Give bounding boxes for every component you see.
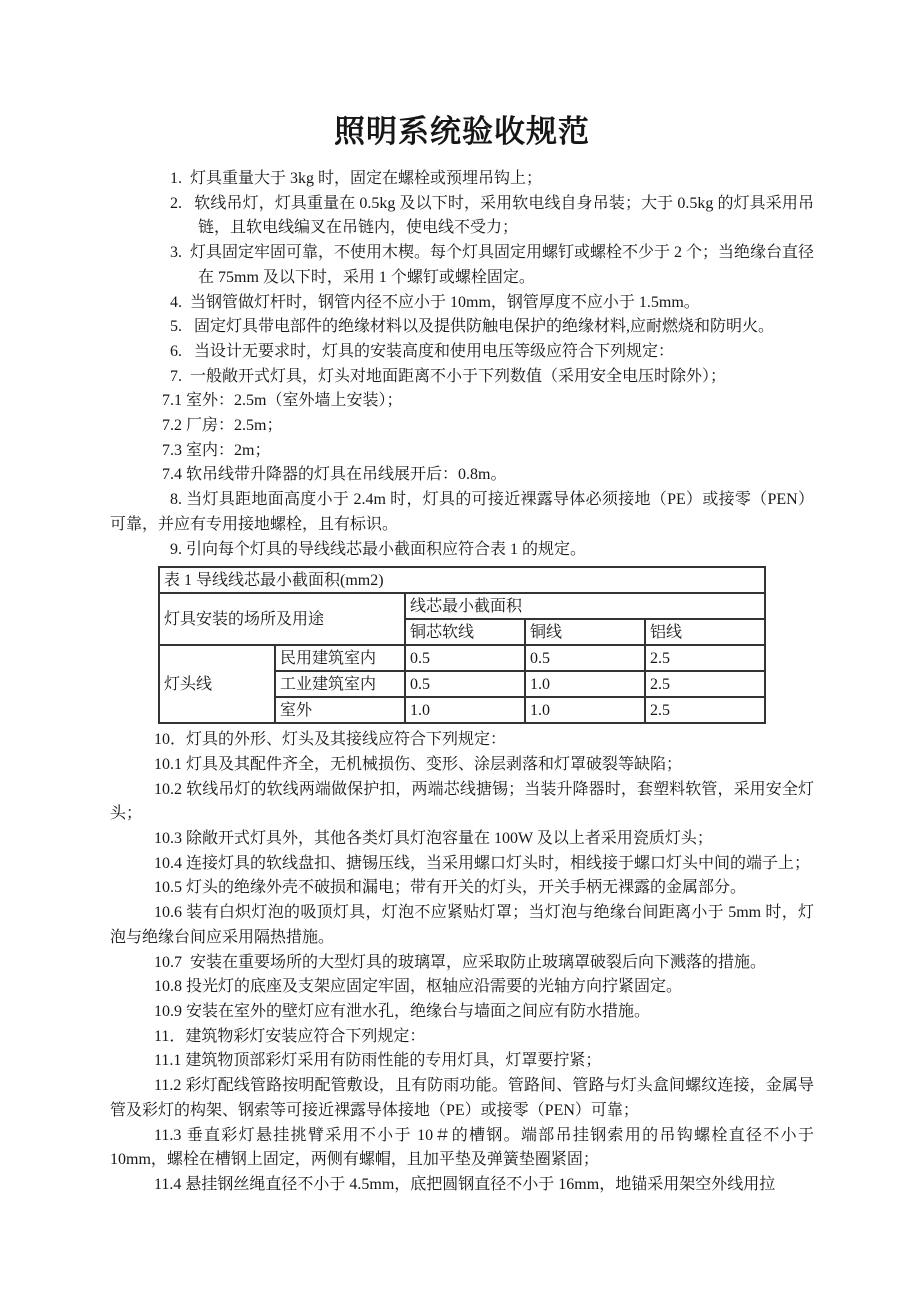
item-10-9: 10.9 安装在室外的壁灯应有泄水孔，绝缘台与墙面之间应有防水措施。 xyxy=(154,1002,651,1020)
min-wire-section-table xyxy=(158,566,766,724)
table-value-cell: 1.0 xyxy=(405,697,525,723)
table-row xyxy=(159,645,765,671)
item-4: 4. 当钢管做灯杆时，钢管内径不应小于 10mm，钢管厚度不应小于 1.5mm。 xyxy=(170,293,700,311)
item-10-3: 10.3 除敞开式灯具外，其他各类灯具灯泡容量在 100W 及以上者采用瓷质灯头； xyxy=(154,830,713,848)
table-value-cell: 2.5 xyxy=(645,645,765,671)
table-value-cell: 0.5 xyxy=(525,645,645,671)
item-10: 10．灯具的外形、灯头及其接线应符合下列规定： xyxy=(154,731,507,749)
item-8: 8. 当灯具距地面高度小于 2.4m 时，灯具的可接近裸露导体必须接地（PE）或接零（PEN）可靠，并应有专用接地螺栓，且有标识。 xyxy=(110,491,814,533)
item-7-4: 7.4 软吊线带升降器的灯具在吊线展开后：0.8m。 xyxy=(162,466,507,484)
item-10-4: 10.4 连接灯具的软线盘扣、搪锡压线，当采用螺口灯头时，相线接于螺口灯头中间的端子上； xyxy=(154,854,811,872)
table-value-cell: 2.5 xyxy=(645,671,765,697)
table-value-cell: 0.5 xyxy=(405,645,525,671)
table-col-header-aluminum: 铝线 xyxy=(645,619,765,645)
item-6: 6. 当设计无要求时，灯具的安装高度和使用电压等级应符合下列规定： xyxy=(170,342,675,360)
table-col-header-copper: 铜线 xyxy=(525,619,645,645)
table-group-header: 线芯最小截面积 xyxy=(405,593,765,619)
table-place-cell: 室外 xyxy=(275,697,405,723)
item-11-1: 11.1 建筑物顶部彩灯采用有防雨性能的专用灯具，灯罩要拧紧； xyxy=(154,1052,602,1070)
item-2: 2. 软线吊灯，灯具重量在 0.5kg 及以下时，采用软电线自身吊装；大于 0.5kg 的灯具采用吊链，且软电线编叉在吊链内，使电线不受力； xyxy=(170,194,814,237)
page-title: 照明系统验收规范 xyxy=(334,114,590,149)
table-place-cell: 工业建筑室内 xyxy=(275,671,405,697)
item-10-5: 10.5 灯头的绝缘外壳不破损和漏电；带有开关的灯头，开关手柄无裸露的金属部分。 xyxy=(154,879,747,897)
item-11: 11．建筑物彩灯安装应符合下列规定： xyxy=(154,1027,426,1045)
item-10-2: 10.2 软线吊灯的软线两端做保护扣，两端芯线搪锡；当装升降器时，套塑料软管，采用安全灯头； xyxy=(110,780,814,823)
table-row xyxy=(159,593,765,619)
item-11-3: 11.3 垂直彩灯悬挂挑臂采用不小于 10＃的槽钢。端部吊挂钢索用的吊钩螺栓直径不小于 10mm，螺栓在槽钢上固定，两侧有螺帽，且加平垫及弹簧垫圈紧固； xyxy=(110,1126,818,1169)
table-caption: 表 1 导线线芯最小截面积(mm2) xyxy=(159,567,765,593)
item-10-7: 10.7 安装在重要场所的大型灯具的玻璃罩，应采取防止玻璃罩破裂后向下溅落的措施。 xyxy=(154,953,767,971)
table-row xyxy=(159,567,765,593)
table-value-cell: 0.5 xyxy=(405,671,525,697)
table-value-cell: 1.0 xyxy=(525,671,645,697)
item-1: 1. 灯具重量大于 3kg 时，固定在螺栓或预埋吊钩上； xyxy=(170,170,543,187)
item-7: 7. 一般敞开式灯具，灯头对地面距离不小于下列数值（采用安全电压时除外）； xyxy=(170,367,727,385)
item-11-2: 11.2 彩灯配线管路按明配管敷设，且有防雨功能。管路间、管路与灯头盒间螺纹连接，金属导管及彩灯的构架、钢索等可接近裸露导体接地（PE）或接零（PEN）可靠； xyxy=(110,1077,814,1119)
table-value-cell: 1.0 xyxy=(525,697,645,723)
table-col-header-copper-soft: 铜芯软线 xyxy=(405,619,525,645)
item-9: 9. 引向每个灯具的导线线芯最小截面积应符合表 1 的规定。 xyxy=(170,540,587,558)
table-value-cell: 2.5 xyxy=(645,697,765,723)
item-3: 3. 灯具固定牢固可靠，不使用木楔。每个灯具固定用螺钉或螺栓不少于 2 个；当绝缘台直径在 75mm 及以下时，采用 1 个螺钉或螺栓固定。 xyxy=(170,244,815,286)
item-10-1: 10.1 灯具及其配件齐全，无机械损伤、变形、涂层剥落和灯罩破裂等缺陷； xyxy=(154,755,683,773)
item-7-3: 7.3 室内：2m； xyxy=(162,441,271,459)
item-10-6: 10.6 装有白炽灯泡的吸顶灯具，灯泡不应紧贴灯罩；当灯泡与绝缘台间距离小于 5mm 时，灯泡与绝缘台间应采用隔热措施。 xyxy=(110,904,814,946)
item-11-4: 11.4 悬挂钢丝绳直径不小于 4.5mm，底把圆钢直径不小于 16mm，地锚采用架空外线用拉 xyxy=(154,1175,776,1193)
item-5: 5. 固定灯具带电部件的绝缘材料以及提供防触电保护的绝缘材料,应耐燃烧和防明火。 xyxy=(170,318,775,336)
table-row-group-label: 灯头线 xyxy=(159,645,275,723)
item-7-1: 7.1 室外：2.5m（室外墙上安装）； xyxy=(162,392,403,410)
item-7-2: 7.2 厂房：2.5m； xyxy=(162,417,283,435)
table-place-cell: 民用建筑室内 xyxy=(275,645,405,671)
item-10-8: 10.8 投光灯的底座及支架应固定牢固，枢轴应沿需要的光轴方向拧紧固定。 xyxy=(154,978,683,996)
table-corner-header: 灯具安装的场所及用途 xyxy=(159,593,405,645)
